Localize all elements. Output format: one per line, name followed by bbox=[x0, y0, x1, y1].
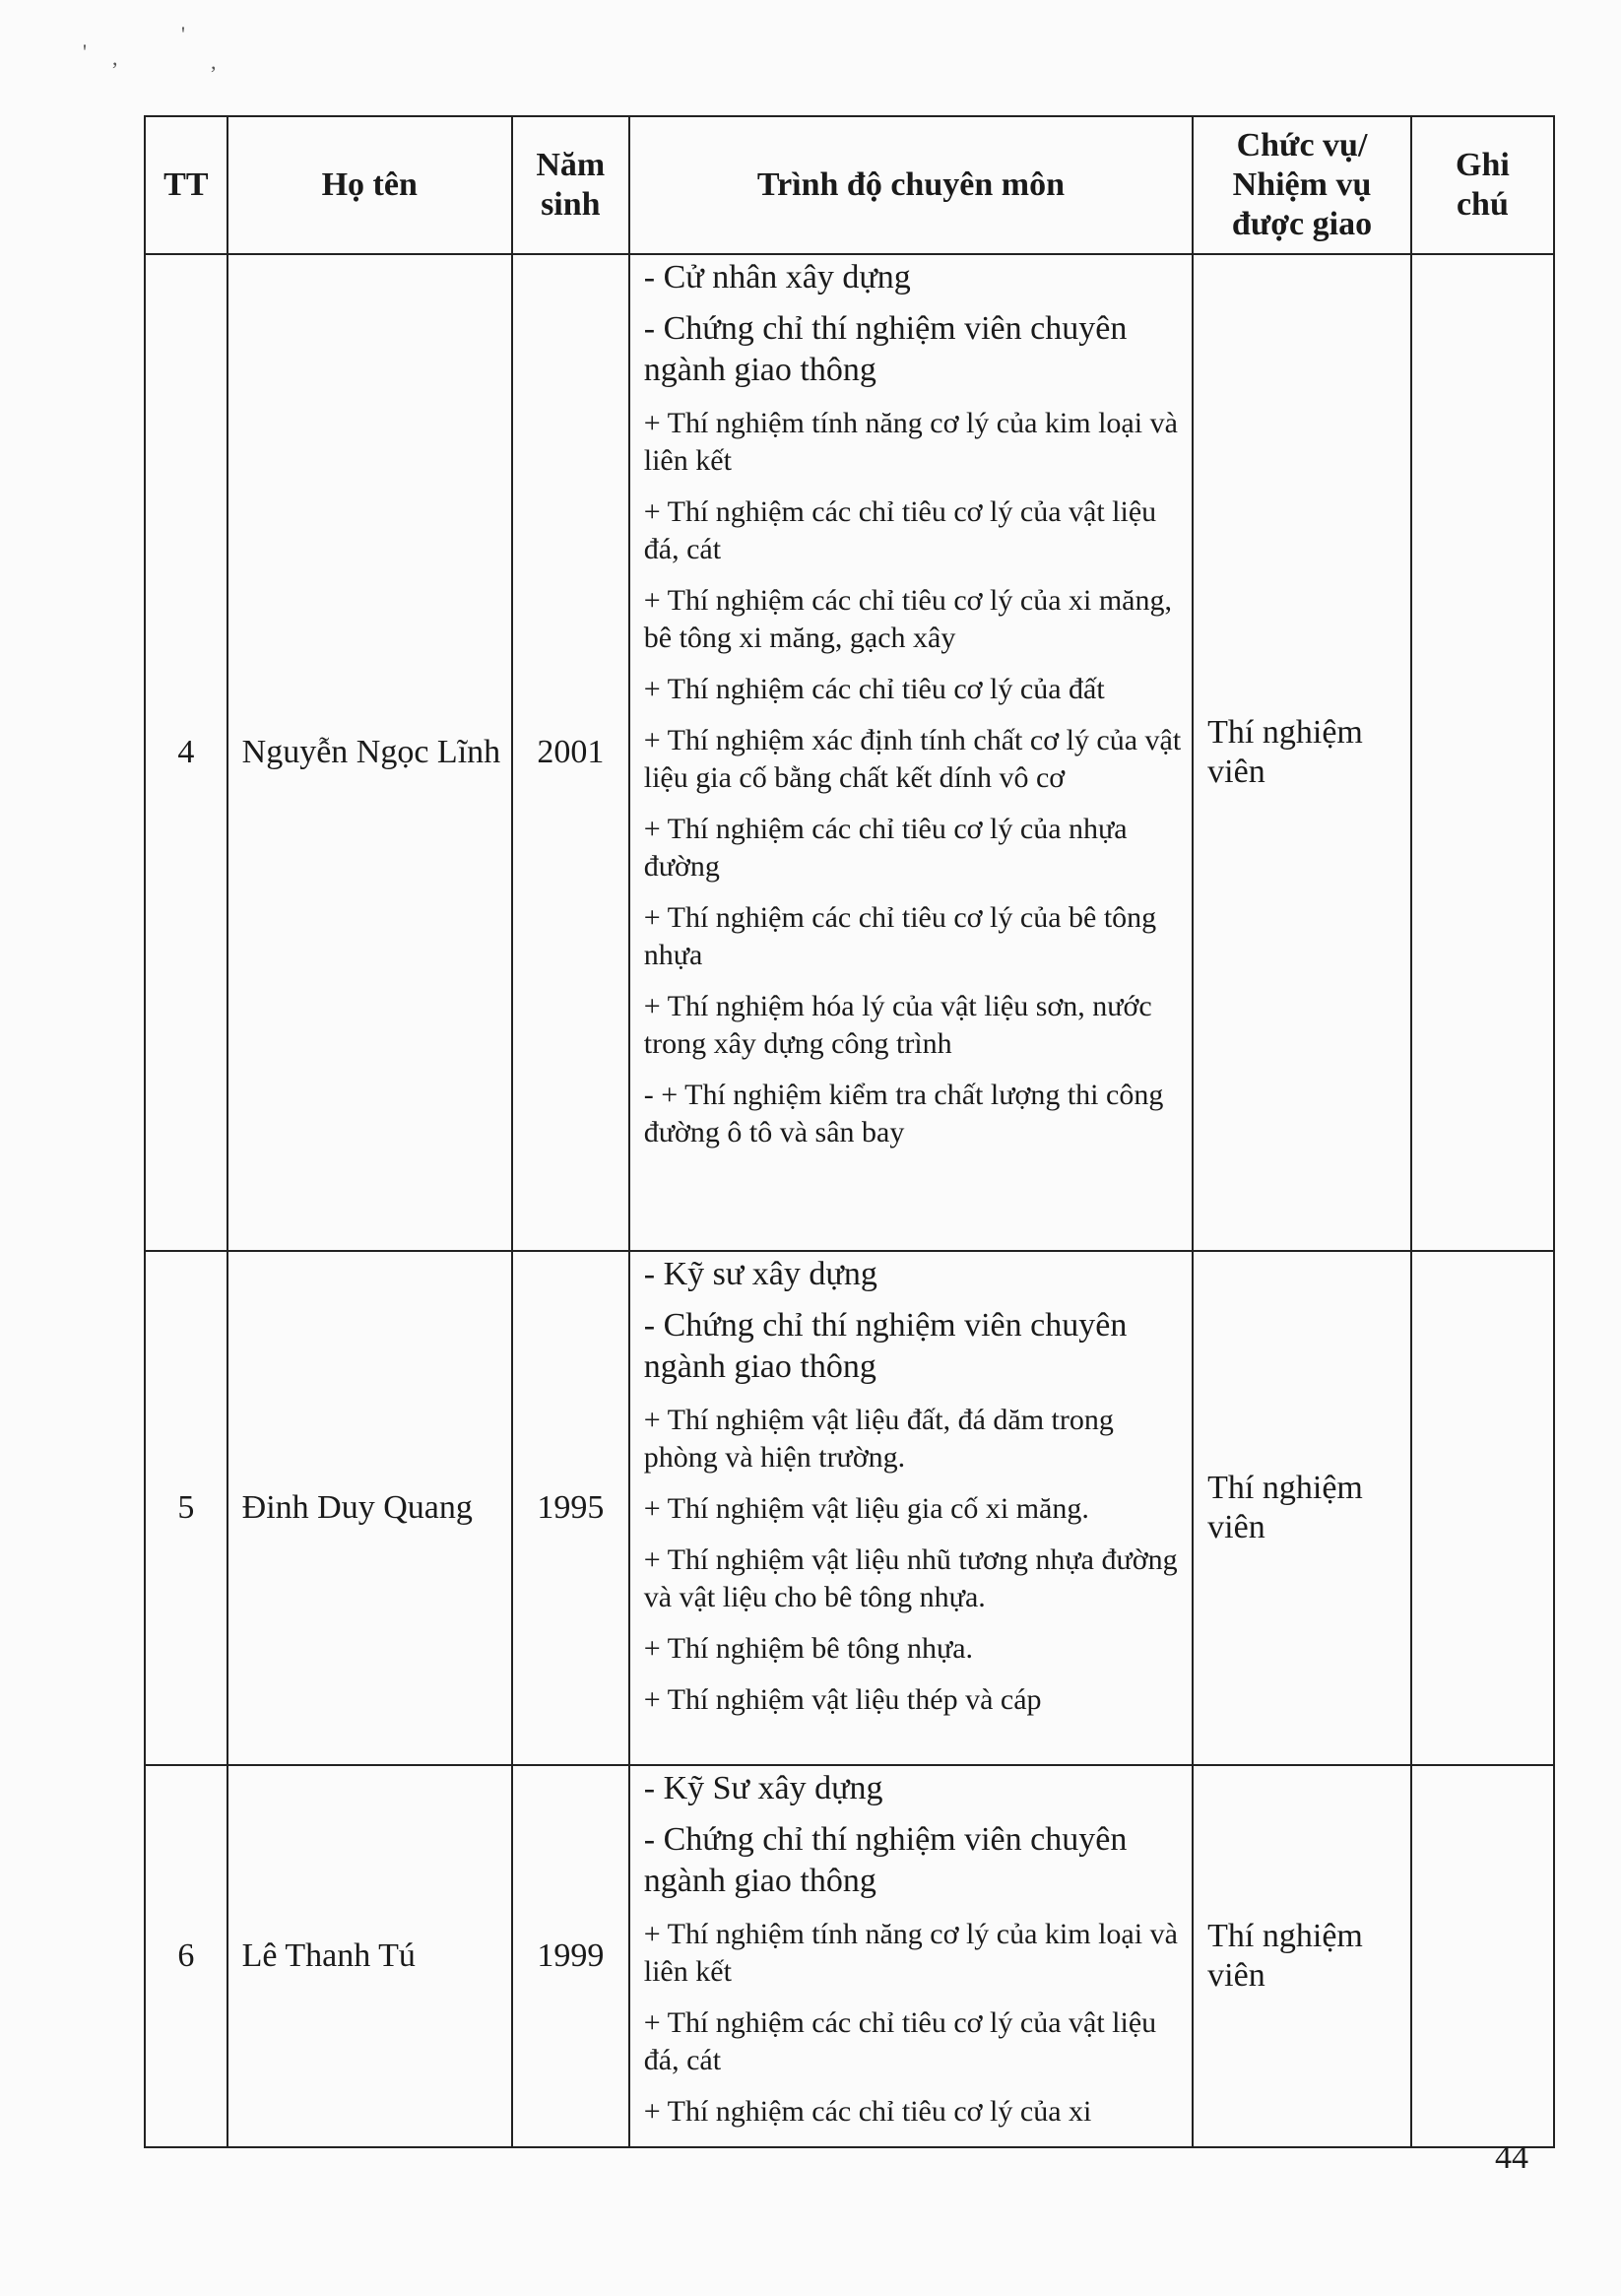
page-number: 44 bbox=[1495, 2139, 1528, 2176]
qualification-item: + Thí nghiệm các chỉ tiêu cơ lý của xi bbox=[643, 2095, 1092, 2128]
row-tt: 6 bbox=[145, 1765, 227, 2147]
row-year: 1995 bbox=[512, 1251, 629, 1765]
qualification-item: - Chứng chỉ thí nghiệm viên chuyên ngành giao thông bbox=[643, 1821, 1128, 1899]
qualification-item: + Thí nghiệm vật liệu nhũ tương nhựa đường và vật liệu cho bê tông nhựa. bbox=[643, 1543, 1178, 1613]
table-row bbox=[145, 254, 1554, 1251]
row-role: Thí nghiệm viên bbox=[1193, 254, 1411, 1251]
row-role: Thí nghiệm viên bbox=[1193, 1765, 1411, 2147]
row-name: Nguyễn Ngọc Lĩnh bbox=[227, 254, 512, 1251]
qualification-item: + Thí nghiệm vật liệu gia cố xi măng. bbox=[643, 1492, 1089, 1525]
qualification-item: - Chứng chỉ thí nghiệm viên chuyên ngành giao thông bbox=[643, 310, 1128, 388]
header-year: Năm sinh bbox=[512, 116, 629, 254]
header-note: Ghi chú bbox=[1411, 116, 1554, 254]
row-year: 1999 bbox=[512, 1765, 629, 2147]
qualification-item: + Thí nghiệm các chỉ tiêu cơ lý của nhựa đường bbox=[643, 813, 1128, 883]
staff-table bbox=[144, 115, 1555, 2148]
row-note bbox=[1411, 1251, 1554, 1765]
row-qualifications bbox=[629, 1765, 1193, 2147]
qualification-item: - + Thí nghiệm kiểm tra chất lượng thi công đường ô tô và sân bay bbox=[643, 1079, 1164, 1148]
row-tt: 4 bbox=[145, 254, 227, 1251]
header-role: Chức vụ/ Nhiệm vụ được giao bbox=[1193, 116, 1411, 254]
row-year: 2001 bbox=[512, 254, 629, 1251]
table-header-row bbox=[145, 116, 1554, 254]
qualification-item: + Thí nghiệm các chỉ tiêu cơ lý của vật liệu đá, cát bbox=[643, 2006, 1157, 2076]
row-name: Đinh Duy Quang bbox=[227, 1251, 512, 1765]
qualification-item: + Thí nghiệm các chỉ tiêu cơ lý của đất bbox=[643, 673, 1105, 705]
qualification-item: + Thí nghiệm bê tông nhựa. bbox=[643, 1632, 974, 1665]
scan-speck: , bbox=[112, 45, 118, 70]
qualification-item: + Thí nghiệm tính năng cơ lý của kim loại và liên kết bbox=[643, 1918, 1178, 1988]
qualification-item: - Kỹ Sư xây dựng bbox=[643, 1770, 883, 1806]
row-tt: 5 bbox=[145, 1251, 227, 1765]
scan-speck: ' bbox=[181, 22, 185, 46]
row-note bbox=[1411, 254, 1554, 1251]
qualification-item: + Thí nghiệm các chỉ tiêu cơ lý của xi măng, bê tông xi măng, gạch xây bbox=[643, 584, 1173, 654]
qualification-item: + Thí nghiệm vật liệu thép và cáp bbox=[643, 1683, 1042, 1716]
qualification-item: + Thí nghiệm xác định tính chất cơ lý của vật liệu gia cố bằng chất kết dính vô cơ bbox=[643, 724, 1182, 794]
header-tt: TT bbox=[145, 116, 227, 254]
table-row bbox=[145, 1251, 1554, 1765]
qualification-item: - Kỹ sư xây dựng bbox=[643, 1256, 877, 1292]
table-row bbox=[145, 1765, 1554, 2147]
qualification-item: - Cử nhân xây dựng bbox=[643, 259, 911, 295]
row-name: Lê Thanh Tú bbox=[227, 1765, 512, 2147]
qualification-item: + Thí nghiệm các chỉ tiêu cơ lý của bê tông nhựa bbox=[643, 901, 1157, 971]
qualification-item: + Thí nghiệm tính năng cơ lý của kim loại và liên kết bbox=[643, 407, 1178, 477]
header-name: Họ tên bbox=[227, 116, 512, 254]
qualification-item: + Thí nghiệm các chỉ tiêu cơ lý của vật liệu đá, cát bbox=[643, 495, 1157, 565]
qualification-item: - Chứng chỉ thí nghiệm viên chuyên ngành giao thông bbox=[643, 1307, 1128, 1385]
qualification-item: + Thí nghiệm hóa lý của vật liệu sơn, nước trong xây dựng công trình bbox=[643, 990, 1152, 1060]
row-note bbox=[1411, 1765, 1554, 2147]
qualification-list bbox=[644, 1768, 1184, 2140]
row-qualifications bbox=[629, 1251, 1193, 1765]
row-qualifications bbox=[629, 254, 1193, 1251]
qualification-item: + Thí nghiệm vật liệu đất, đá dăm trong phòng và hiện trường. bbox=[643, 1404, 1114, 1474]
row-role: Thí nghiệm viên bbox=[1193, 1251, 1411, 1765]
scan-speck: ' bbox=[83, 39, 87, 64]
header-qualification: Trình độ chuyên môn bbox=[629, 116, 1193, 254]
scan-speck: , bbox=[211, 49, 217, 74]
